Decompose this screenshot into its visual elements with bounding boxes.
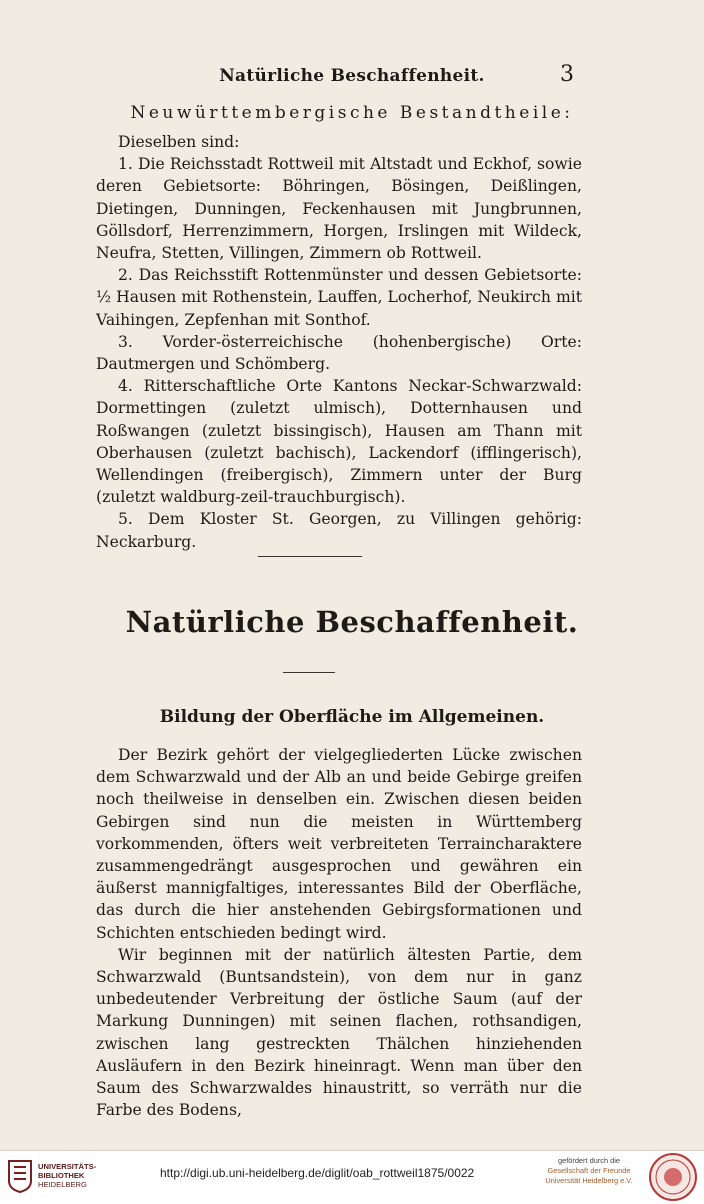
territories-list [96, 131, 582, 553]
section-title: Bildung der Oberfläche im Allgemeinen. [159, 707, 545, 727]
list-item: 5. Dem Kloster St. Georgen, zu Villingen gehörig: Neckarburg. [96, 510, 582, 551]
chapter-title: Natürliche Beschaffenheit. [125, 605, 579, 639]
list-item: 1. Die Reichsstadt Rottweil mit Altstadt und Eckhof, sowie deren Gebietsorte: Böhringen, Bösingen, Deißlingen, Dietingen, Dunningen, Feckenhausen mit Jungbrunnen, Göllsdorf, Herrenzimmern, Horgen, Irslingen mit Wildeck, Neufra, Stetten, Villingen, Zimmern ob Rottweil. [96, 155, 582, 263]
funding-note [535, 1156, 643, 1186]
paragraph: Wir beginnen mit der natürlich ältesten Partie, dem Schwarzwald (Buntsandstein), von dem nur in ganz unbedeutender Verbreitung der östliche Saum (auf der Markung Dunningen) mit seinen flachen, rothsandigen, zwischen lang gestreckten Thälchen hinziehenden Ausläufern in den Bezirk hineinragt. Wenn man über den Saum des Schwarzwaldes hinaustritt, so verräth nur die Farbe des Bodens, [96, 945, 582, 1120]
library-line: HEIDELBERG [38, 1180, 87, 1189]
divider-rule [283, 672, 335, 673]
funding-org: Universität Heidelberg e.V. [545, 1176, 633, 1185]
list-intro: Dieselben sind: [118, 133, 240, 151]
page-number: 3 [560, 62, 574, 87]
list-item: 4. Ritterschaftliche Orte Kantons Neckar-Schwarzwald: Dormettingen (zuletzt ulmisch), Dotternhausen und Roßwangen (zuletzt bissingisch), Hausen am Thann mit Oberhausen (zuletzt bachisch), Lackendorf (ifflingerisch), Wellendingen (freibergisch), Zimmern unter der Burg (zuletzt waldburg-zeil-trauchburgisch). [96, 377, 582, 507]
funding-label: gefördert durch die [557, 1156, 621, 1165]
library-line: BIBLIOTHEK [38, 1171, 85, 1180]
list-item: 3. Vorder-österreichische (hohenbergische) Orte: Dautmergen und Schömberg. [96, 332, 582, 374]
permalink-url[interactable]: http://digi.ub.uni-heidelberg.de/diglit/oab_rottweil1875/0022 [160, 1166, 475, 1180]
library-line: UNIVERSITÄTS- [38, 1162, 97, 1171]
list-item: 2. Das Reichsstift Rottenmünster und dessen Gebietsorte: ½ Hausen mit Rothenstein, Lauffen, Locherhof, Neukirch mit Vaihingen, Zepfenhan mit Sonthof. [96, 266, 582, 329]
university-seal-icon [648, 1152, 698, 1202]
running-title: Natürliche Beschaffenheit. [219, 66, 485, 86]
library-name [38, 1162, 96, 1189]
section-body [96, 744, 582, 1121]
paragraph: Der Bezirk gehört der vielgegliederten Lücke zwischen dem Schwarzwald und der Alb an und beide Gebirge greifen noch theilweise in denselben ein. Zwischen diesen beiden Gebirgen sind nun die meisten in Württemberg vorkommenden, öfters weit verbreiteten Terraincharaktere zusammengedrängt ausgesprochen und gewähren ein äußerst mannigfaltiges, interessantes Bild der Oberfläche, das durch die hier anstehenden Gebirgsformationen und Schichten entschieden bedingt wird. [96, 746, 582, 942]
page-header [0, 62, 704, 90]
funding-org: Gesellschaft der Freunde [547, 1166, 631, 1175]
library-seal-icon [7, 1159, 33, 1193]
divider-rule [258, 556, 362, 557]
subheading: Neuwürttembergische Bestandtheile: [130, 103, 574, 123]
